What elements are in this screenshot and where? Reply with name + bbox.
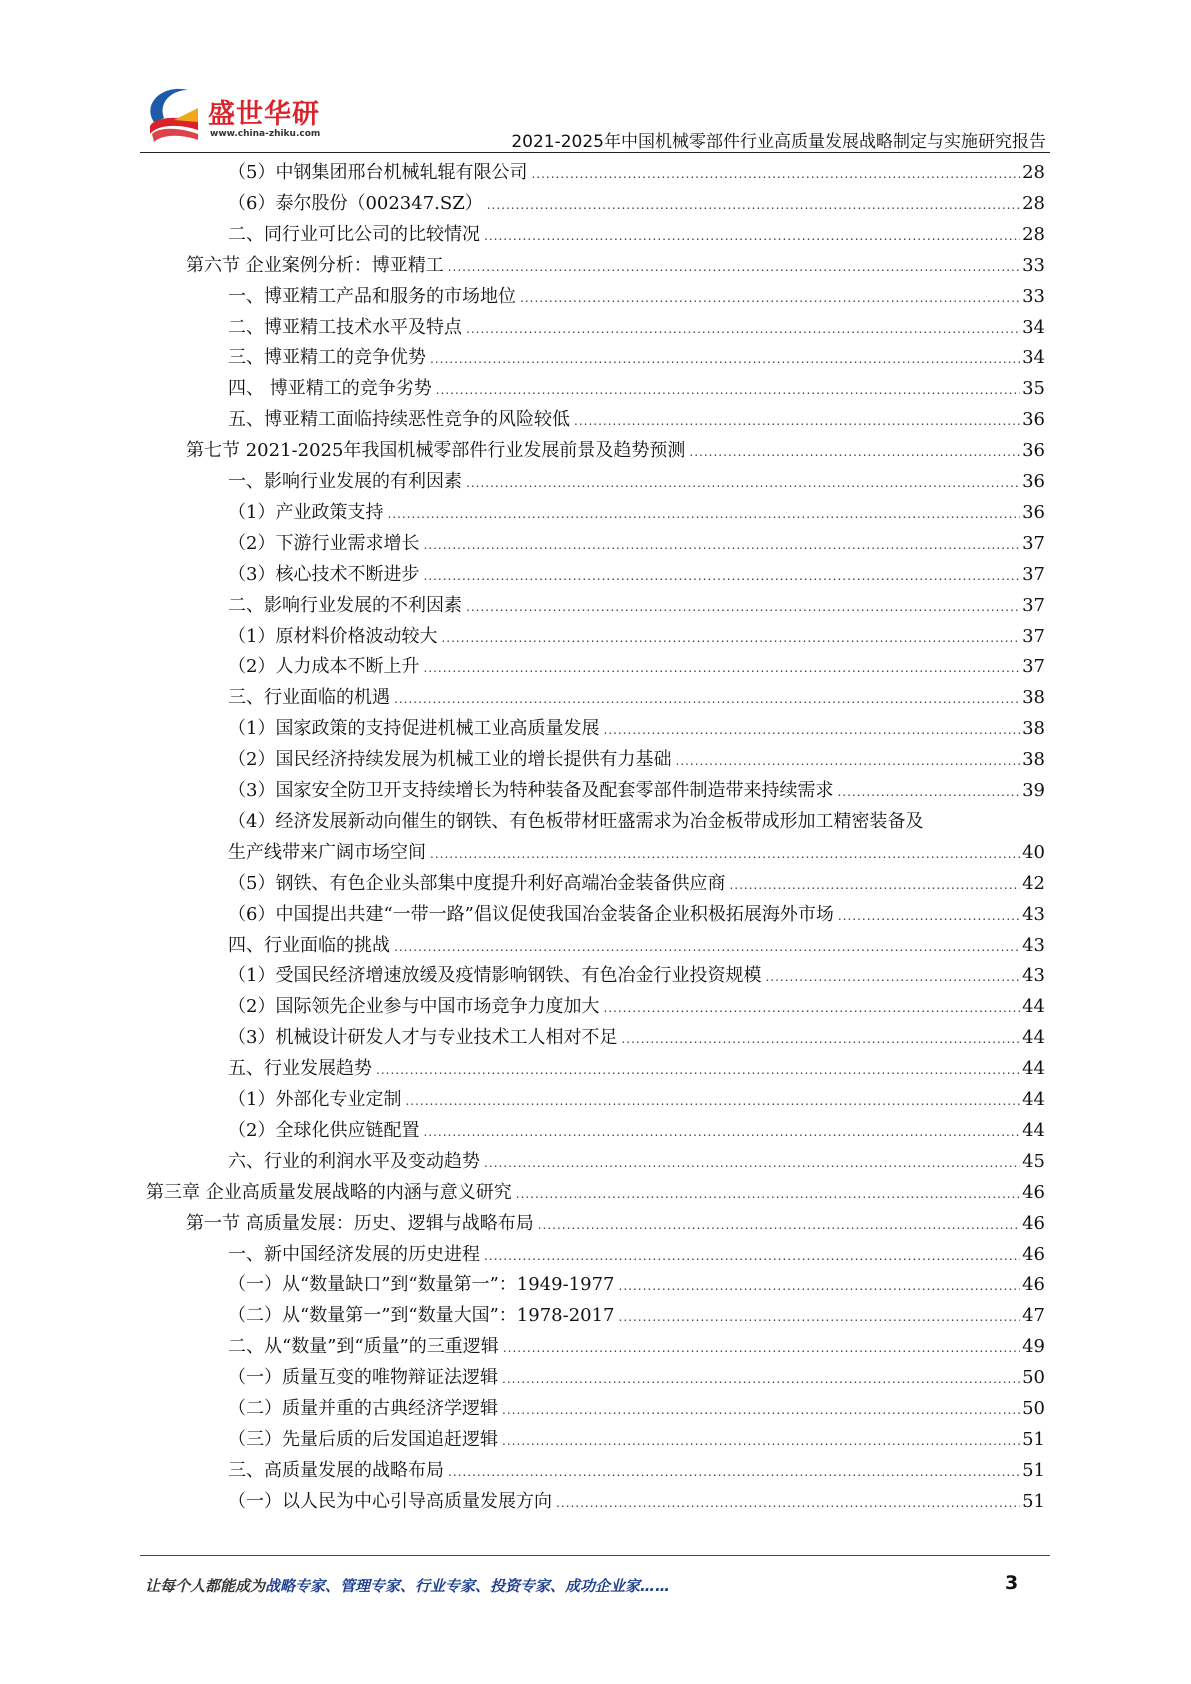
toc-entry-page: 46	[1022, 1274, 1045, 1296]
toc-entry-page: 36	[1022, 440, 1045, 462]
toc-entry-page: 37	[1022, 532, 1045, 554]
toc-entry-page: 44	[1022, 1027, 1045, 1049]
toc-entry[interactable]	[228, 838, 1045, 868]
toc-entry-title: （1）国家政策的支持促进机械工业高质量发展	[228, 718, 600, 740]
toc-entry-page: 36	[1022, 409, 1045, 431]
toc-entry[interactable]	[146, 1178, 1045, 1208]
toc-entry-page: 46	[1022, 1212, 1045, 1234]
toc-entry-title: （3）核心技术不断进步	[228, 563, 420, 585]
toc-entry-title: 二、同行业可比公司的比较情况	[228, 223, 480, 245]
slogan-prefix: 让每个人都能成为	[145, 1577, 266, 1595]
toc-leader-dots	[556, 1488, 1020, 1518]
toc-entry[interactable]	[186, 436, 1045, 466]
toc-entry[interactable]	[228, 374, 1045, 404]
toc-entry-page: 28	[1022, 192, 1045, 214]
toc-leader-dots	[516, 1179, 1020, 1209]
toc-entry-page: 33	[1022, 254, 1045, 276]
toc-leader-dots	[484, 1241, 1020, 1271]
toc-entry-title: （1）产业政策支持	[228, 501, 384, 523]
company-logo	[140, 82, 320, 152]
toc-entry-title: （一）质量互变的唯物辩证法逻辑	[228, 1367, 498, 1389]
toc-entry-title: 五、博亚精工面临持续恶性竞争的风险较低	[228, 409, 570, 431]
toc-entry[interactable]	[228, 1270, 1045, 1300]
toc-entry-page: 34	[1022, 316, 1045, 338]
toc-entry-page: 34	[1022, 347, 1045, 369]
toc-leader-dots	[619, 1302, 1021, 1332]
toc-entry-page: 44	[1022, 996, 1045, 1018]
toc-entry-title: （三）先量后质的后发国追赶逻辑	[228, 1428, 498, 1450]
toc-entry[interactable]	[228, 467, 1045, 497]
toc-entry-page: 43	[1022, 903, 1045, 925]
toc-entry-title: （二）从“数量第一”到“数量大国”：1978-2017	[228, 1305, 615, 1327]
toc-entry-page: 36	[1022, 471, 1045, 492]
toc-entry-title: （2）国民经济持续发展为机械工业的增长提供有力基础	[228, 749, 672, 771]
logo-name: 盛世华研	[208, 99, 320, 130]
toc-entry[interactable]	[228, 498, 1045, 528]
toc-entry[interactable]	[228, 1363, 1045, 1393]
toc-entry-title: 第一节 高质量发展：历史、逻辑与战略布局	[186, 1212, 534, 1234]
toc-entry-title: 生产线带来广阔市场空间	[228, 841, 426, 863]
toc-entry-page: 43	[1022, 965, 1045, 987]
toc-entry-page: 51	[1022, 1459, 1045, 1481]
toc-entry-page: 37	[1022, 625, 1045, 647]
logo-emblem-icon	[140, 82, 210, 152]
toc-entry-title: 第三章 企业高质量发展战略的内涵与意义研究	[146, 1181, 512, 1203]
toc-entry-page: 33	[1022, 285, 1045, 307]
toc-entry-page: 50	[1022, 1398, 1045, 1419]
toc-leader-dots	[502, 1426, 1020, 1456]
toc-entry-page: 37	[1022, 563, 1045, 585]
toc-leader-dots	[466, 314, 1020, 344]
toc-leader-dots	[621, 1024, 1020, 1054]
toc-leader-dots	[394, 684, 1020, 714]
toc-entry-page: 38	[1022, 718, 1045, 740]
toc-entry-title: 第六节 企业案例分析：博亚精工	[186, 254, 444, 276]
toc-entry[interactable]	[228, 1147, 1045, 1177]
toc-leader-dots	[423, 561, 1020, 591]
toc-entry-title: （4）经济发展新动向催生的钢铁、有色板带材旺盛需求为冶金板带成形加工精密装备及	[228, 810, 924, 832]
toc-entry-page: 37	[1022, 656, 1045, 678]
toc-entry-page: 38	[1022, 749, 1045, 771]
toc-leader-dots	[448, 1457, 1020, 1487]
toc-entry-title: （2）全球化供应链配置	[228, 1119, 420, 1141]
toc-entry-title: 一、新中国经济发展的历史进程	[228, 1243, 480, 1265]
toc-leader-dots	[487, 190, 1020, 220]
slogan-highlight: 战略专家、管理专家、行业专家、投资专家、成功企业家	[265, 1577, 641, 1595]
toc-leader-dots	[689, 437, 1020, 467]
toc-entry-title: 四、 博亚精工的竞争劣势	[228, 378, 432, 400]
toc-entry[interactable]	[228, 1332, 1045, 1362]
toc-entry[interactable]	[228, 1425, 1045, 1455]
toc-entry-title: （2）下游行业需求增长	[228, 532, 420, 554]
toc-leader-dots	[441, 623, 1020, 653]
toc-leader-dots	[448, 252, 1020, 282]
toc-entry[interactable]	[228, 189, 1045, 219]
toc-entry-title: 五、行业发展趋势	[228, 1058, 372, 1080]
toc-entry-page: 40	[1022, 841, 1045, 863]
toc-entry-page: 36	[1022, 501, 1045, 523]
toc-entry-page: 44	[1022, 1058, 1045, 1080]
toc-leader-dots	[430, 839, 1020, 869]
toc-entry[interactable]	[228, 220, 1045, 250]
toc-entry-title: （一）从“数量缺口”到“数量第一”：1949-1977	[228, 1274, 615, 1296]
toc-entry-title: 三、高质量发展的战略布局	[228, 1459, 444, 1481]
toc-entry[interactable]	[228, 282, 1045, 312]
toc-entry-page: 44	[1022, 1089, 1045, 1110]
toc-leader-dots	[423, 1117, 1020, 1147]
toc-entry[interactable]	[228, 714, 1045, 744]
toc-leader-dots	[503, 1333, 1020, 1363]
toc-entry-page: 47	[1022, 1305, 1045, 1327]
toc-leader-dots	[405, 1086, 1020, 1116]
toc-entry[interactable]	[228, 1301, 1045, 1331]
toc-entry-page: 38	[1022, 687, 1045, 709]
toc-leader-dots	[466, 592, 1020, 622]
toc-entry[interactable]	[228, 776, 1045, 806]
toc-entry-page: 49	[1022, 1336, 1045, 1358]
toc-entry-page: 37	[1022, 594, 1045, 616]
toc-entry-title: （3）机械设计研发人才与专业技术工人相对不足	[228, 1027, 618, 1049]
toc-entry-title: （1）受国民经济增速放缓及疫情影响钢铁、有色冶金行业投资规模	[228, 965, 762, 987]
toc-entry[interactable]	[228, 343, 1045, 373]
toc-leader-dots	[502, 1364, 1020, 1394]
toc-entry-title: （1）原材料价格波动较大	[228, 625, 438, 647]
toc-entry[interactable]	[228, 405, 1045, 435]
footer-slogan	[145, 1575, 670, 1596]
toc-leader-dots	[531, 159, 1020, 189]
toc-entry-title: （6）中国提出共建“一带一路”倡议促使我国冶金装备企业积极拓展海外市场	[228, 903, 834, 925]
toc-entry[interactable]	[228, 1085, 1045, 1115]
toc-entry-page: 45	[1022, 1150, 1045, 1172]
toc-leader-dots	[376, 1055, 1020, 1085]
toc-entry-title: （6）泰尔股份（002347.SZ）	[228, 192, 483, 214]
toc-entry-page: 39	[1022, 780, 1045, 801]
toc-entry[interactable]	[228, 591, 1045, 621]
toc-entry[interactable]	[186, 1209, 1045, 1239]
toc-entry-title: 六、行业的利润水平及变动趋势	[228, 1150, 480, 1172]
toc-entry[interactable]	[228, 158, 1045, 188]
toc-entry-title: 三、行业面临的机遇	[228, 687, 390, 709]
toc-leader-dots	[675, 746, 1020, 776]
toc-entry-title: 二、从“数量”到“质量”的三重逻辑	[228, 1336, 499, 1358]
toc-entry-title: （1）外部化专业定制	[228, 1089, 402, 1110]
toc-leader-dots	[466, 468, 1020, 498]
toc-entry-title: 第七节 2021-2025年我国机械零部件行业发展前景及趋势预测	[186, 440, 686, 462]
toc-entry[interactable]	[228, 869, 1045, 899]
toc-entry-page: 35	[1022, 378, 1045, 400]
toc-entry[interactable]	[228, 900, 1045, 930]
toc-leader-dots	[502, 1395, 1020, 1425]
toc-leader-dots	[765, 962, 1020, 992]
toc-entry-page: 28	[1022, 223, 1045, 245]
toc-entry-title: （5）中钢集团邢台机械轧辊有限公司	[228, 162, 528, 183]
toc-leader-dots	[484, 1148, 1020, 1178]
toc-leader-dots	[423, 530, 1020, 560]
toc-leader-dots	[603, 715, 1020, 745]
page-number: 3	[1005, 1572, 1019, 1594]
toc-leader-dots	[520, 283, 1020, 313]
toc-entry-title: （二）质量并重的古典经济学逻辑	[228, 1398, 498, 1419]
toc-entry-page: 46	[1022, 1243, 1045, 1265]
toc-entry[interactable]	[228, 1456, 1045, 1486]
toc-entry[interactable]	[228, 1394, 1045, 1424]
toc-entry[interactable]	[228, 961, 1045, 991]
toc-entry[interactable]	[228, 992, 1045, 1022]
toc-entry[interactable]	[228, 652, 1045, 682]
toc-entry[interactable]	[228, 1240, 1045, 1270]
toc-entry[interactable]	[228, 745, 1045, 775]
toc-entry[interactable]	[228, 1054, 1045, 1084]
footer-divider	[140, 1555, 1050, 1556]
toc-leader-dots	[484, 221, 1020, 251]
toc-entry[interactable]	[228, 931, 1045, 961]
toc-leader-dots	[574, 406, 1020, 436]
toc-leader-dots	[603, 993, 1020, 1023]
toc-entry-page: 43	[1022, 934, 1045, 956]
toc-leader-dots	[619, 1271, 1021, 1301]
toc-entry-title: （2）人力成本不断上升	[228, 656, 420, 678]
toc-entry-page: 51	[1022, 1490, 1045, 1512]
toc-leader-dots	[387, 499, 1020, 529]
logo-url: www.china-zhiku.com	[210, 129, 321, 139]
toc-entry-title: 三、博亚精工的竞争优势	[228, 347, 426, 369]
toc-entry[interactable]	[228, 1116, 1045, 1146]
toc-leader-dots	[838, 901, 1020, 931]
toc-leader-dots	[436, 375, 1020, 405]
toc-entry[interactable]	[228, 622, 1045, 652]
toc-entry[interactable]	[228, 313, 1045, 343]
toc-entry[interactable]	[228, 1487, 1045, 1517]
toc-entry-title: （5）钢铁、有色企业头部集中度提升利好高端冶金装备供应商	[228, 872, 726, 894]
slogan-suffix: ……	[640, 1577, 671, 1595]
header-divider	[140, 152, 1050, 153]
toc-entry[interactable]	[228, 683, 1045, 713]
toc-entry[interactable]	[228, 529, 1045, 559]
report-title: 2021-2025年中国机械零部件行业高质量发展战略制定与实施研究报告	[511, 132, 1046, 152]
toc-entry[interactable]	[228, 560, 1045, 590]
toc-entry-title: 二、影响行业发展的不利因素	[228, 594, 462, 616]
toc-entry-title: （3）国家安全防卫开支持续增长为特种装备及配套零部件制造带来持续需求	[228, 780, 834, 801]
toc-leader-dots	[837, 777, 1020, 807]
toc-entry-page: 44	[1022, 1119, 1045, 1141]
toc-entry-page: 28	[1022, 162, 1045, 183]
toc-entry-title: 一、影响行业发展的有利因素	[228, 471, 462, 492]
toc-entry-page: 50	[1022, 1367, 1045, 1389]
toc-leader-dots	[394, 932, 1020, 962]
toc-entry-title: （2）国际领先企业参与中国市场竞争力度加大	[228, 996, 600, 1018]
toc-leader-dots	[430, 344, 1020, 374]
toc-entry[interactable]	[228, 1023, 1045, 1053]
toc-leader-dots	[538, 1210, 1020, 1240]
toc-entry-page: 42	[1022, 872, 1045, 894]
toc-entry-title: 一、博亚精工产品和服务的市场地位	[228, 285, 516, 307]
toc-entry-title: 二、博亚精工技术水平及特点	[228, 316, 462, 338]
toc-entry[interactable]	[186, 251, 1045, 281]
toc-entry-page: 51	[1022, 1428, 1045, 1450]
toc-entry-page: 46	[1022, 1181, 1045, 1203]
toc-entry[interactable]	[228, 807, 923, 837]
toc-leader-dots	[423, 653, 1020, 683]
toc-entry-title: （一）以人民为中心引导高质量发展方向	[228, 1490, 552, 1512]
toc-leader-dots	[729, 870, 1020, 900]
toc-entry-title: 四、行业面临的挑战	[228, 934, 390, 956]
